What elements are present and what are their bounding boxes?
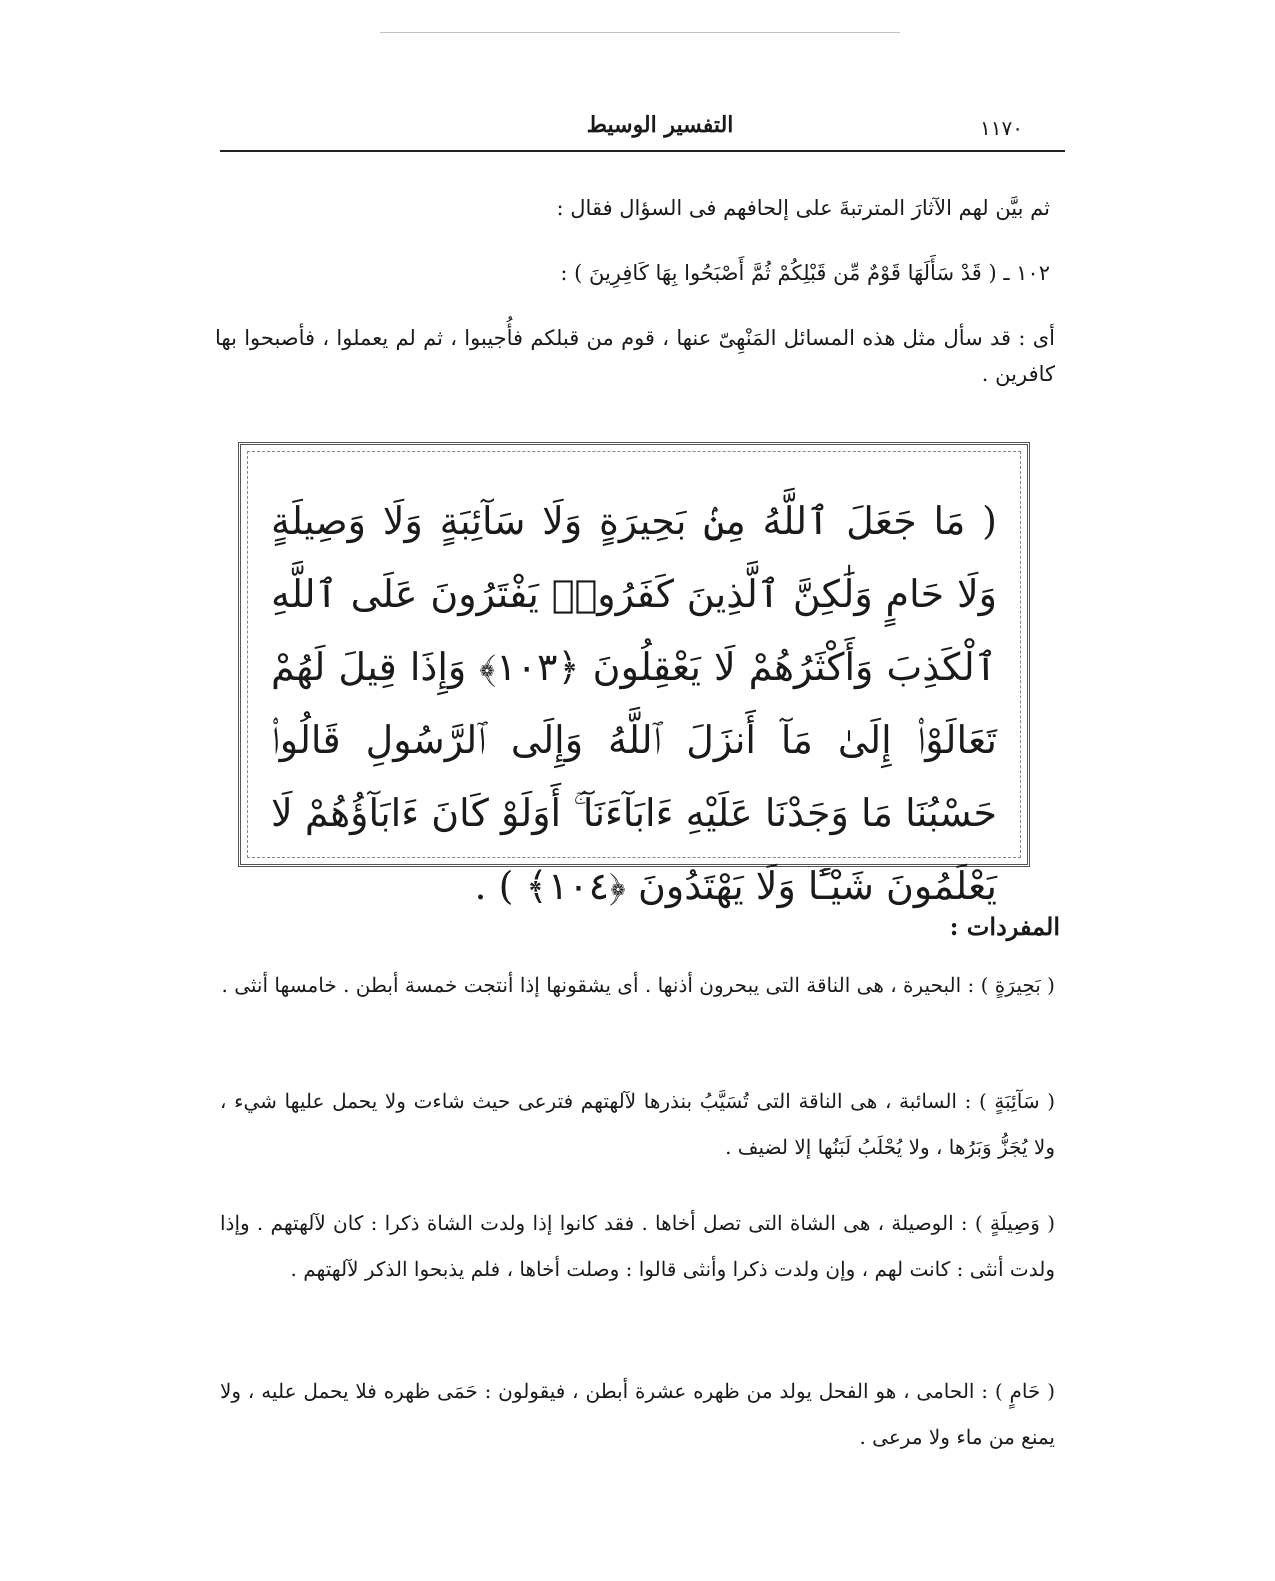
definition-text: : الوصيلة ، هى الشاة التى تصل أخاها . فقد كانوا إذا ولدت الشاة ذكرا : كان لآلهتهم . وإذا ولدت أنثى : كانت لهم ، وإن ولدت ذكرا وأنثى قالوا : وصلت أخاها ، فلم يذبحوا الذكر لآلهتهم . xyxy=(220,1211,1055,1281)
definition-text: : السائبة ، هى الناقة التى تُسَيَّبُ بنذرها لآلهتهم فترعى حيث شاءت ولا يحمل عليها شيء ، ولا يُجَزُّ وَبَرُها ، ولا يُحْلَبُ لَبَنُها إلا لضيف . xyxy=(220,1089,1055,1159)
definition-bahira xyxy=(220,962,1055,1008)
verse-102-heading: ١٠٢ ـ ( قَدْ سَأَلَهَا قَوْمٌ مِّن قَبْلِكُمْ ثُمَّ أَصْبَحُوا بِهَا كَافِرِينَ ) : xyxy=(560,261,1050,285)
paragraph-explanation: أى : قد سأل مثل هذه المسائل المَنْهِىّ عنها ، قوم من قبلكم فأُجيبوا ، ثم لم يعملوا ، فأصبحوا بها كافرين . xyxy=(215,326,1055,386)
definition-text: : الحامى ، هو الفحل يولد من ظهره عشرة أبطن ، فيقولون : حَمَى ظهره فلا يحمل عليه ، ولا يمنع من ماء ولا مرعى . xyxy=(220,1379,1055,1449)
definition-term: ( سَآئِبَةٍ ) xyxy=(978,1089,1056,1113)
quran-verse-frame xyxy=(238,442,1030,908)
definition-term: ( بَحِيرَةٍ ) xyxy=(980,973,1055,997)
definition-term: ( وَصِيلَةٍ ) xyxy=(974,1211,1056,1235)
header-rule xyxy=(220,150,1065,152)
definition-ham xyxy=(220,1368,1055,1460)
section-heading-vocabulary: المفردات : xyxy=(949,912,1060,941)
quran-verses-103-104: ( مَا جَعَلَ ٱللَّهُ مِنۢ بَحِيرَةٍ وَلَا سَآئِبَةٍ وَلَا وَصِيلَةٍ وَلَا حَامٍ وَلَٰكِنَّ ٱلَّذِينَ كَفَرُوا۟ يَفْتَرُونَ عَلَى ٱللَّهِ ٱلْكَذِبَ وَأَكْثَرُهُمْ لَا يَعْقِلُونَ ﴿١٠٣﴾ وَإِذَا قِيلَ لَهُمْ تَعَالَوْا۟ إِلَىٰ مَآ أَنزَلَ ٱللَّهُ وَإِلَى ٱلرَّسُولِ قَالُوا۟ حَسْبُنَا مَا وَجَدْنَا عَلَيْهِ ءَابَآءَنَآ ۚ أَوَلَوْ كَانَ ءَابَآؤُهُمْ لَا يَعْلَمُونَ شَيْـًٔا وَلَا يَهْتَدُونَ ﴿١٠٤﴾ ) . xyxy=(271,499,997,908)
paragraph-intro: ثم بيَّن لهم الآثارَ المترتبةَ على إلحافهم فى السؤال فقال : xyxy=(556,196,1050,220)
scan-artifact-line xyxy=(380,32,900,33)
definition-text: : البحيرة ، هى الناقة التى يبحرون أذنها . أى يشقونها إذا أنتجت خمسة أبطن . خامسها أنثى . xyxy=(221,973,981,997)
running-header-title: التفسير الوسيط xyxy=(586,112,734,138)
definition-wasila xyxy=(220,1200,1055,1292)
definition-term: ( حَامٍ ) xyxy=(994,1379,1055,1403)
page-number: ١١٧٠ xyxy=(980,116,1023,140)
definition-saiba xyxy=(220,1078,1055,1170)
